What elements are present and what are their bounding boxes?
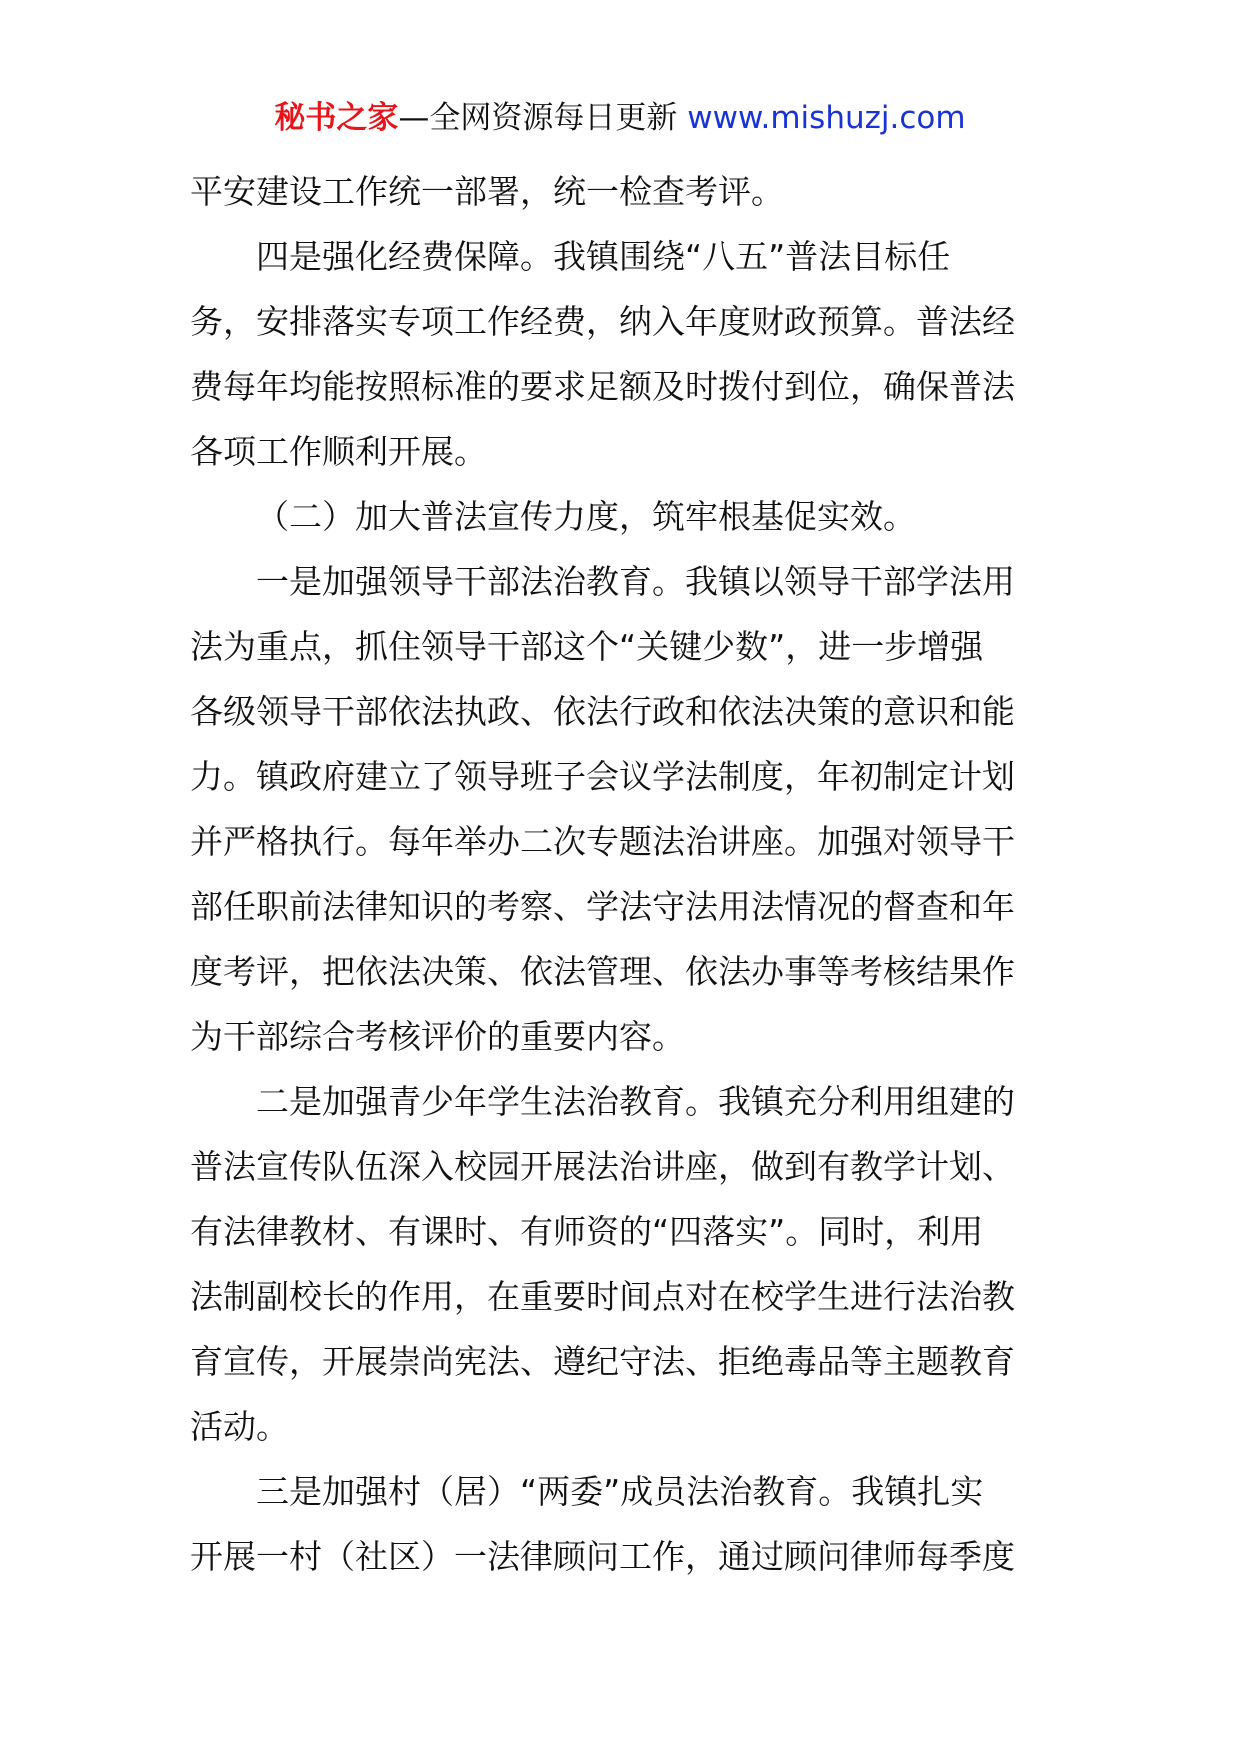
text-line: 力。镇政府建立了领导班子会议学法制度，年初制定计划 xyxy=(190,757,1015,796)
text-line: 三是加强村（居）“两委”成员法治教育。我镇扎实 xyxy=(256,1472,984,1511)
website-link[interactable]: www.mishuzj.com xyxy=(687,100,966,136)
text-line: 育宣传，开展崇尚宪法、遵纪守法、拒绝毒品等主题教育 xyxy=(190,1342,1015,1381)
text-line: 普法宣传队伍深入校园开展法治讲座，做到有教学计划、 xyxy=(190,1147,1015,1186)
text-line: 度考评，把依法决策、依法管理、依法办事等考核结果作 xyxy=(190,952,1015,991)
text-line: 法制副校长的作用，在重要时间点对在校学生进行法治教 xyxy=(190,1277,1015,1316)
text-line: 平安建设工作统一部署，统一检查考评。 xyxy=(190,172,784,211)
text-line: 费每年均能按照标准的要求足额及时拨付到位，确保普法 xyxy=(190,367,1015,406)
text-line: 法为重点，抓住领导干部这个“关键少数”，进一步增强 xyxy=(190,627,984,666)
text-line: 各项工作顺利开展。 xyxy=(190,432,487,471)
section-heading: （二）加大普法宣传力度，筑牢根基促实效。 xyxy=(256,497,916,536)
page-header xyxy=(0,98,1240,138)
text-line: 一是加强领导干部法治教育。我镇以领导干部学法用 xyxy=(256,562,1015,601)
text-line: 并严格执行。每年举办二次专题法治讲座。加强对领导干 xyxy=(190,822,1015,861)
text-line: 为干部综合考核评价的重要内容。 xyxy=(190,1017,685,1056)
text-line: 有法律教材、有课时、有师资的“四落实”。同时，利用 xyxy=(190,1212,984,1251)
header-slogan: —全网资源每日更新 xyxy=(398,100,688,136)
text-line: 务，安排落实专项工作经费，纳入年度财政预算。普法经 xyxy=(190,302,1015,341)
text-line: 二是加强青少年学生法治教育。我镇充分利用组建的 xyxy=(256,1082,1015,1121)
brand-name: 秘书之家 xyxy=(274,100,399,136)
text-line: 开展一村（社区）一法律顾问工作，通过顾问律师每季度 xyxy=(190,1537,1015,1576)
text-line: 活动。 xyxy=(190,1407,289,1446)
document-body xyxy=(190,159,1050,1589)
text-line: 四是强化经费保障。我镇围绕“八五”普法目标任 xyxy=(256,237,951,276)
text-line: 部任职前法律知识的考察、学法守法用法情况的督查和年 xyxy=(190,887,1015,926)
text-line: 各级领导干部依法执政、依法行政和依法决策的意识和能 xyxy=(190,692,1015,731)
